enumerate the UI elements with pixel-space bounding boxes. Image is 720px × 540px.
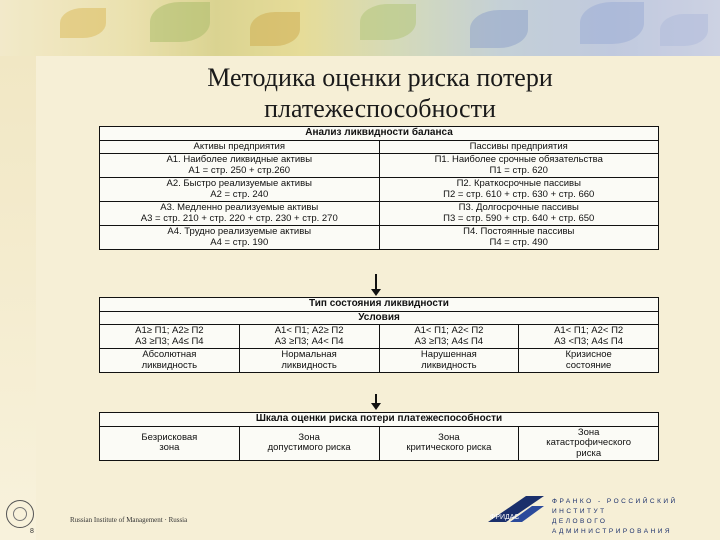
asset-formula: А1 = стр. 250 + стр.260 <box>188 164 291 176</box>
decorative-banner <box>0 0 720 56</box>
state-line: состояние <box>565 359 612 371</box>
condition-line: А3 ≥П3; А4≤ П4 <box>135 335 204 347</box>
down-arrow <box>375 394 377 404</box>
risk-scale-table <box>99 412 659 461</box>
asset-cell <box>100 226 380 250</box>
asset-formula: А4 = стр. 190 <box>210 236 269 248</box>
logo-text: ФРИДАС <box>490 514 520 521</box>
condition-line: А3 ≥П3; А4≤ П4 <box>414 335 484 347</box>
liability-name: П4. Постоянные пассивы <box>463 226 575 237</box>
page-number: 8 <box>30 528 34 535</box>
asset-cell <box>100 178 380 202</box>
footer-institute-en: Russian Institute of Management · Russia <box>70 516 188 524</box>
asset-name: А4. Трудно реализуемые активы <box>167 226 312 237</box>
liability-name: П3. Долгосрочные пассивы <box>458 202 579 213</box>
institute-line: ФРАНКО - РОССИЙСКИЙ ИНСТИТУТ <box>552 498 678 515</box>
liability-formula: П3 = стр. 590 + стр. 640 + стр. 650 <box>443 212 595 224</box>
risk-zone-cell <box>100 426 240 461</box>
asset-formula: А2 = стр. 240 <box>210 188 269 200</box>
leaf-decoration <box>60 8 106 38</box>
liquidity-state-cell <box>239 349 379 373</box>
zone-line: катастрофического <box>546 437 632 448</box>
leaf-decoration <box>470 10 528 48</box>
liquidity-state-cell <box>379 349 519 373</box>
liquidity-type-header: Тип состояния ликвидности <box>100 298 659 312</box>
zone-line: Зона <box>438 431 460 443</box>
slide-title-line: Методика оценки риска потери <box>207 63 553 92</box>
asset-name: А3. Медленно реализуемые активы <box>160 202 319 213</box>
asset-name: А1. Наиболее ликвидные активы <box>166 154 313 165</box>
zone-line: допустимого риска <box>267 442 351 454</box>
state-line: ликвидность <box>141 359 198 371</box>
institute-name <box>552 497 720 537</box>
leaf-decoration <box>150 2 210 42</box>
balance-analysis-table <box>99 126 659 250</box>
liabilities-header: Пассивы предприятия <box>379 140 659 154</box>
liquidity-state-cell <box>519 349 659 373</box>
condition-line: А1< П1; А2≥ П2 <box>274 325 344 336</box>
leaf-decoration <box>360 4 416 40</box>
liability-cell <box>379 154 659 178</box>
balance-analysis-header: Анализ ликвидности баланса <box>100 127 659 141</box>
decorative-left-strip <box>0 56 36 540</box>
leaf-decoration <box>660 14 708 46</box>
condition-cell <box>379 325 519 349</box>
zone-line: зона <box>159 442 180 454</box>
state-line: Нормальная <box>281 349 337 360</box>
risk-scale-header: Шкала оценки риска потери платежеспособности <box>100 413 659 427</box>
institute-seal-icon <box>6 500 34 528</box>
condition-cell <box>519 325 659 349</box>
leaf-decoration <box>250 12 300 46</box>
asset-cell <box>100 202 380 226</box>
institute-line: ДЕЛОВОГО АДМИНИСТРИРОВАНИЯ <box>552 518 673 535</box>
down-arrow <box>375 274 377 290</box>
liability-formula: П4 = стр. 490 <box>489 236 548 248</box>
condition-line: А3 <П3; А4≤ П4 <box>554 335 624 347</box>
conditions-header: Условия <box>100 311 659 325</box>
liquidity-state-cell <box>100 349 240 373</box>
liability-cell <box>379 178 659 202</box>
zone-line: Зона <box>577 426 600 438</box>
leaf-decoration <box>580 2 644 44</box>
method-diagram <box>96 124 662 470</box>
risk-zone-cell <box>379 426 519 461</box>
state-line: Кризисное <box>565 349 612 360</box>
liability-formula: П1 = стр. 620 <box>489 164 548 176</box>
slide-title-line: платежеспособности <box>264 94 496 123</box>
fridas-logo-icon <box>486 494 546 524</box>
risk-zone-cell <box>239 426 379 461</box>
asset-cell <box>100 154 380 178</box>
zone-line: Безрисковая <box>141 431 198 443</box>
condition-line: А1< П1; А2< П2 <box>414 325 484 336</box>
state-line: ликвидность <box>421 359 477 371</box>
condition-line: А1< П1; А2< П2 <box>554 325 624 336</box>
liquidity-type-table <box>99 297 659 373</box>
zone-line: критического риска <box>406 442 492 454</box>
condition-cell <box>100 325 240 349</box>
risk-zone-cell <box>519 426 659 461</box>
condition-line: А1≥ П1; А2≥ П2 <box>135 325 204 336</box>
state-line: Абсолютная <box>142 349 197 360</box>
slide-title <box>120 62 640 124</box>
state-line: Нарушенная <box>420 349 477 360</box>
liability-name: П2. Краткосрочные пассивы <box>456 178 581 189</box>
assets-header: Активы предприятия <box>100 140 380 154</box>
condition-cell <box>239 325 379 349</box>
liability-formula: П2 = стр. 610 + стр. 630 + стр. 660 <box>443 188 595 200</box>
asset-name: А2. Быстро реализуемые активы <box>166 178 312 189</box>
liability-name: П1. Наиболее срочные обязательства <box>434 154 603 165</box>
condition-line: А3 ≥П3; А4< П4 <box>274 335 344 347</box>
zone-line: риска <box>576 447 602 459</box>
liability-cell <box>379 226 659 250</box>
asset-formula: А3 = стр. 210 + стр. 220 + стр. 230 + стр. 270 <box>140 212 338 224</box>
liability-cell <box>379 202 659 226</box>
zone-line: Зона <box>298 431 320 443</box>
state-line: ликвидность <box>281 359 337 371</box>
